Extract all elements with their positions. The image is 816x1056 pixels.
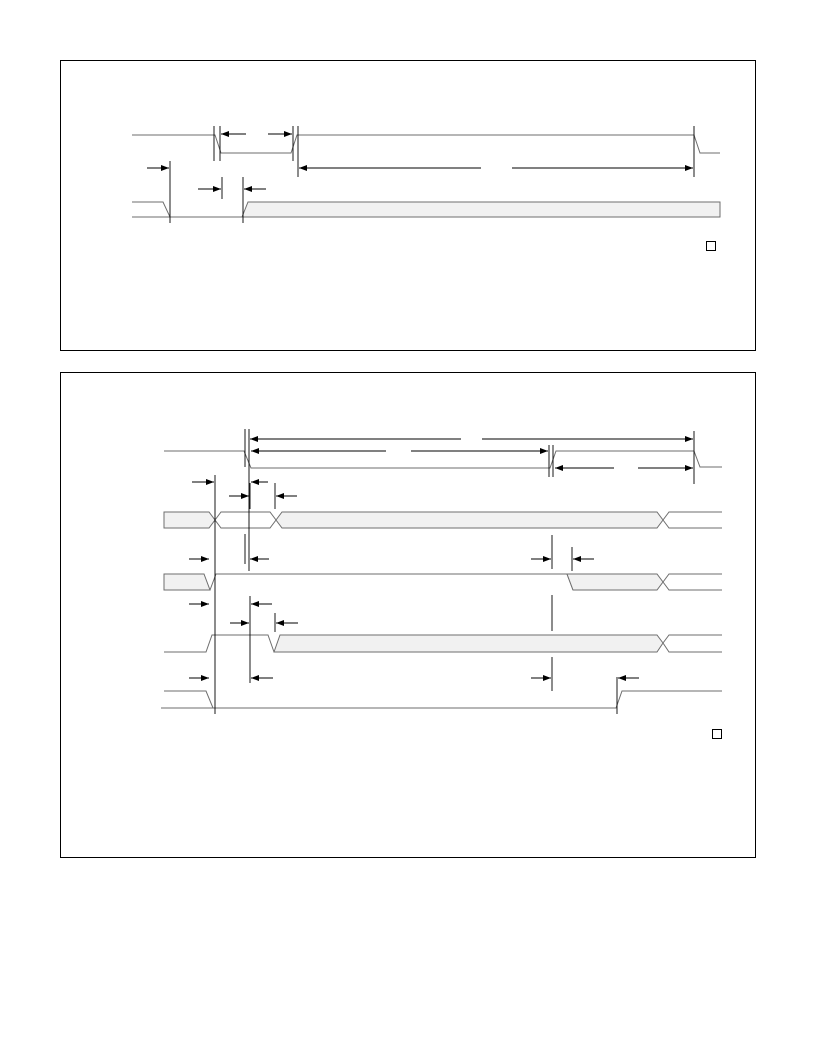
- signal-b-tail: [663, 512, 722, 528]
- signal-c-waveform: [210, 574, 573, 590]
- timing-diagram-2: [61, 373, 755, 857]
- signal-b-band-right: [276, 512, 663, 528]
- timing-diagram-panel-2: [60, 372, 756, 858]
- signal-2-valid-band: [242, 202, 720, 217]
- timing-diagram-panel-1: [60, 60, 756, 351]
- signal-e-waveform: [164, 691, 722, 708]
- signal-a-waveform: [164, 451, 722, 468]
- figure-marker-box: [712, 729, 722, 739]
- signal-2-waveform-low: [132, 202, 242, 217]
- signal-d-tail: [663, 635, 722, 652]
- signal-d-band: [274, 635, 663, 652]
- signal-d-waveform: [164, 635, 274, 652]
- signal-c-tail: [663, 574, 722, 590]
- signal-b-valid-window: [215, 512, 276, 528]
- signal-b-band-left: [164, 512, 215, 528]
- signal-c-band-left: [164, 574, 210, 590]
- timing-diagram-1: [61, 61, 755, 350]
- signal-c-band-right: [567, 574, 663, 590]
- figure-marker-box: [706, 241, 716, 251]
